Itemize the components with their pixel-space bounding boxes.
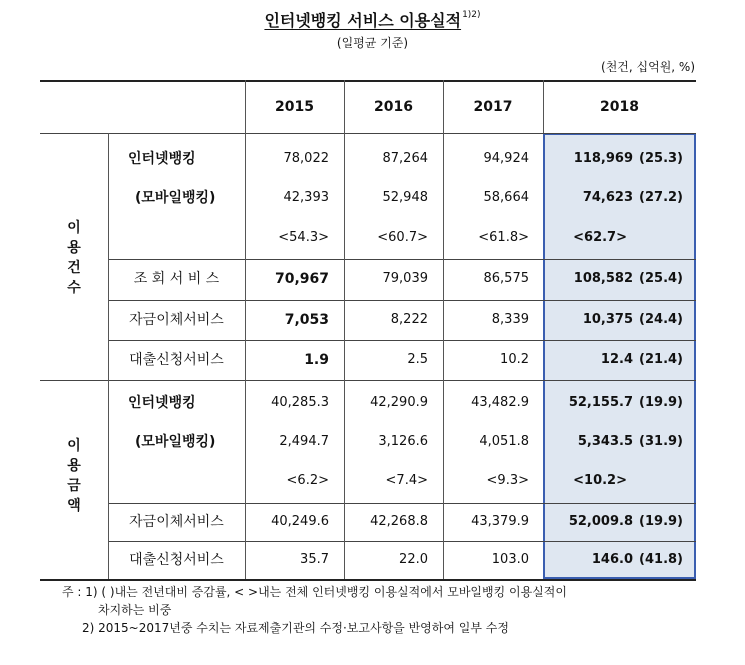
change-rate: (19.9) [639, 514, 683, 529]
row-label: 인터넷뱅킹 [128, 395, 196, 411]
table-cell: 4,051.8 [479, 434, 529, 449]
change-rate: (31.9) [639, 434, 683, 449]
table-cell: 2,494.7 [279, 434, 329, 449]
share-cell: <6.2> [286, 473, 329, 488]
table-cell: 42,393 [283, 190, 329, 205]
row-label: 대출신청서비스 [129, 552, 224, 568]
table-cell: 7,053 [284, 312, 329, 328]
title-footnote-mark: 1)2) [462, 10, 481, 20]
table-cell: 108,582 [573, 271, 633, 286]
row-divider [108, 300, 696, 301]
table-cell: 74,623 [582, 190, 633, 205]
row-label: 조 회 서 비 스 [133, 271, 220, 287]
change-rate: (24.4) [639, 312, 683, 327]
page-title: 인터넷뱅킹 서비스 이용실적$^{1)2)}$ [264, 10, 481, 30]
year-header: 2015 [275, 99, 314, 115]
table-cell: 3,126.6 [378, 434, 428, 449]
footnotes [62, 583, 567, 637]
table-cell: 52,948 [382, 190, 428, 205]
row-label: 인터넷뱅킹 [128, 151, 196, 167]
table-cell: 52,155.7 [568, 395, 633, 410]
row-divider [108, 503, 696, 504]
table-cell: 12.4 [600, 352, 633, 367]
header-bottom-border [40, 133, 696, 134]
change-rate: (19.9) [639, 395, 683, 410]
table-cell: 52,009.8 [568, 514, 633, 529]
table-top-border [40, 80, 696, 82]
table-cell: 58,664 [483, 190, 529, 205]
row-label: (모바일뱅킹) [135, 434, 216, 450]
table-cell: 86,575 [483, 271, 529, 286]
share-cell: <60.7> [377, 230, 428, 245]
share-cell: <61.8> [478, 230, 529, 245]
share-cell: <62.7> [573, 230, 627, 245]
footnote-line: 차지하는 비중 [98, 603, 172, 617]
table-cell: 70,967 [274, 271, 329, 287]
footnote-line: 주 : 1) ( )내는 전년대비 증감률, < >내는 전체 인터넷뱅킹 이용실적에서 모바일뱅킹 이용실적이 [62, 585, 567, 599]
table-cell: 42,268.8 [370, 514, 428, 529]
table-cell: 10,375 [582, 312, 633, 327]
table-cell: 103.0 [491, 552, 529, 567]
table-cell: 8,339 [491, 312, 529, 327]
change-rate: (21.4) [639, 352, 683, 367]
row-divider [108, 259, 696, 260]
row-divider [108, 541, 696, 542]
group-label-usage-count: 이 용 건 수 [67, 220, 81, 296]
table-cell: 78,022 [283, 151, 329, 166]
table-cell: 94,924 [483, 151, 529, 166]
table-cell: 2.5 [407, 352, 428, 367]
share-cell: <54.3> [278, 230, 329, 245]
subtitle: (일평균 기준) [336, 36, 409, 50]
table-cell: 10.2 [500, 352, 529, 367]
row-label: 대출신청서비스 [129, 352, 224, 368]
table-cell: 1.9 [304, 352, 329, 368]
footnote-line: 2) 2015~2017년중 수치는 자료제출기관의 수정·보고사항을 반영하여 일부 수정 [82, 621, 509, 635]
share-cell: <10.2> [573, 473, 627, 488]
table-bottom-border [40, 579, 696, 581]
share-cell: <9.3> [486, 473, 529, 488]
year-header: 2018 [600, 99, 639, 115]
group-divider [40, 380, 696, 381]
table-cell: 8,222 [390, 312, 428, 327]
year-header: 2016 [374, 99, 413, 115]
table-cell: 35.7 [300, 552, 329, 567]
row-label: 자금이체서비스 [129, 312, 224, 328]
table-cell: 42,290.9 [370, 395, 428, 410]
share-cell: <7.4> [385, 473, 428, 488]
table-cell: 22.0 [399, 552, 428, 567]
table-cell: 43,482.9 [471, 395, 529, 410]
row-label: 자금이체서비스 [129, 514, 224, 530]
table-cell: 40,249.6 [271, 514, 329, 529]
row-divider [108, 340, 696, 341]
table-cell: 146.0 [591, 552, 633, 567]
unit-label: (천건, 십억원, %) [601, 60, 695, 74]
table-cell: 79,039 [382, 271, 428, 286]
group-label-usage-amount: 이 용 금 액 [67, 438, 81, 514]
row-label: (모바일뱅킹) [135, 190, 216, 206]
year-header: 2017 [473, 99, 513, 115]
table-cell: 43,379.9 [471, 514, 529, 529]
table-cell: 118,969 [573, 151, 633, 166]
table-cell: 5,343.5 [577, 434, 633, 449]
change-rate: (41.8) [639, 552, 683, 567]
table-cell: 40,285.3 [271, 395, 329, 410]
change-rate: (25.4) [639, 271, 683, 286]
table-cell: 87,264 [382, 151, 428, 166]
change-rate: (25.3) [639, 151, 683, 166]
change-rate: (27.2) [639, 190, 683, 205]
